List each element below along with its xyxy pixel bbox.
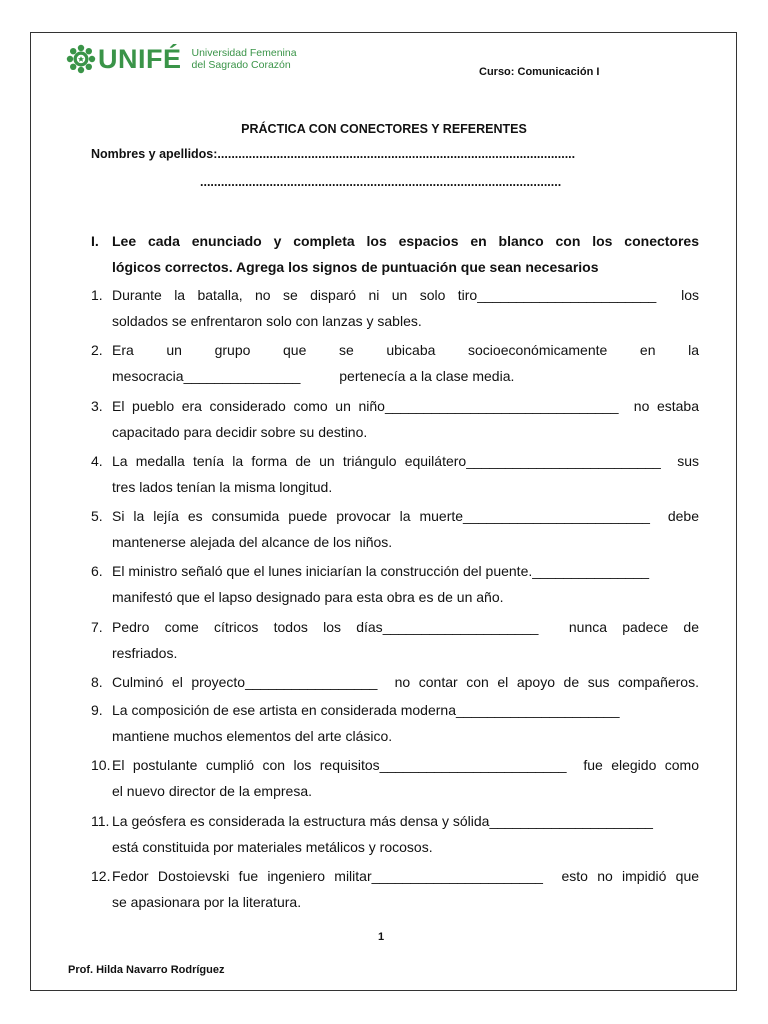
exercise-item [91,697,699,752]
item-blank: _________________ [245,674,378,691]
exercise-item [91,808,699,863]
item-line1 [91,669,699,695]
item-line1 [91,808,699,834]
item-text: La medalla tenía la forma de un triángulo equilátero [112,452,467,469]
exercise-item [91,337,699,392]
item-line1 [91,558,699,584]
item-line1 [91,337,699,363]
item-line2: tres lados tenían la misma longitud. [112,478,333,495]
item-line1 [91,393,699,419]
exercise-list [91,282,699,918]
item-text-after: los [681,287,699,303]
item-blank: _________________________ [466,452,661,469]
item-text: La composición de ese artista en considerada moderna [112,702,456,719]
exercise-item [91,282,699,337]
item-text-after: sus [677,452,699,469]
item-number: 5. [91,508,103,525]
item-text-after: no estaba [633,397,699,414]
item-line2: se apasionara por la literatura. [112,893,302,910]
exercise-item [91,863,699,918]
item-number: 6. [91,563,103,580]
logo-subtitle-line2: del Sagrado Corazón [191,59,291,71]
item-blank: ____________________ [382,618,539,635]
item-blank: ______________________ [371,867,543,884]
logo-emblem-icon [66,44,96,74]
logo-subtitle [192,47,297,71]
exercise-item [91,558,699,613]
exercise-item [91,503,699,558]
item-text: Culminó el proyecto [112,674,246,691]
item-number: 10. [91,757,111,774]
item-text-after: nunca padece de [568,618,699,635]
item-number: 3. [91,397,103,414]
item-line2: mesocracia_______________ pertenecía a la clase media. [112,368,515,385]
item-text: Pedro come cítricos todos los días [112,618,383,635]
item-blank: _______________ [532,563,650,580]
item-line1 [91,448,699,474]
item-line2: mantiene muchos elementos del arte clásico. [112,728,393,745]
item-line2: soldados se enfrentaron solo con lanzas y sables. [112,313,422,329]
footer-author: Prof. Hilda Navarro Rodríguez [68,964,225,976]
item-line1 [91,503,699,529]
university-logo [66,44,297,74]
item-text: Si la lejía es consumida puede provocar la muerte [112,508,464,525]
item-number: 11. [91,812,110,829]
logo-subtitle-line1: Universidad Femenina [191,47,297,59]
item-text: Fedor Dostoievski fue ingeniero militar [112,867,372,884]
item-blank: ________________________ [463,508,650,525]
item-blank: _____________________ [455,702,620,719]
item-line2: mantenerse alejada del alcance de los niños. [112,534,393,551]
item-text-after: esto no impidió que [561,867,700,884]
item-blank: _____________________ [489,812,653,829]
exercise-item [91,448,699,503]
item-text-after: fue elegido como [583,757,699,774]
exercise-item [91,393,699,448]
item-text-after: no contar con el apoyo de sus compañeros. [394,674,699,691]
item-text: Era un grupo que se ubicaba socioeconómicamente en la [112,342,699,359]
item-line1 [91,863,699,889]
exercise-item [91,614,699,669]
item-line1 [91,752,699,778]
exercise-item [91,669,699,697]
item-line2: capacitado para decidir sobre su destino. [112,423,368,440]
item-line2: manifestó que el lapso designado para esta obra es de un año. [112,589,504,606]
section-line1: Lee cada enunciado y completa los espacios en blanco con los conectores [112,233,699,249]
item-line1 [91,697,699,723]
item-number: 7. [91,618,103,635]
item-line1 [91,614,699,640]
page-number: 1 [378,931,385,943]
names-field-line2: ........................................................................................................ [200,175,562,189]
logo-name: UNIFÉ [98,44,182,74]
item-number: 8. [91,674,103,691]
item-text: El postulante cumplió con los requisitos [112,757,380,774]
item-number: 12. [91,867,111,884]
item-line2: el nuevo director de la empresa. [112,783,312,800]
section-line2: lógicos correctos. Agrega los signos de puntuación que sean necesarios [112,259,599,275]
course-label: Curso: Comunicación I [479,66,600,78]
item-blank: ________________________ [379,757,567,774]
section-numeral: I. [91,233,99,249]
item-blank: ______________________________ [384,397,619,414]
item-text: Durante la batalla, no se disparó ni un solo tiro [112,287,478,303]
item-number: 1. [91,287,103,303]
item-text: El ministro señaló que el lunes iniciarían la construcción del puente. [112,563,533,580]
item-number: 2. [91,342,103,359]
item-text-after: debe [667,508,699,525]
item-number: 4. [91,452,103,469]
item-text: La geósfera es considerada la estructura más densa y sólida [112,812,490,829]
page-title: PRÁCTICA CON CONECTORES Y REFERENTES [241,122,527,136]
item-line1 [91,282,699,308]
item-number: 9. [91,702,103,719]
item-line2: está constituida por materiales metálicos y rocosos. [112,838,433,855]
item-line2: resfriados. [112,644,178,661]
item-blank: _______________________ [477,287,657,303]
section-instructions [91,228,699,280]
names-field: Nombres y apellidos:....................................................................................................... [91,147,576,161]
item-text: El pueblo era considerado como un niño [112,397,385,414]
exercise-item [91,752,699,807]
